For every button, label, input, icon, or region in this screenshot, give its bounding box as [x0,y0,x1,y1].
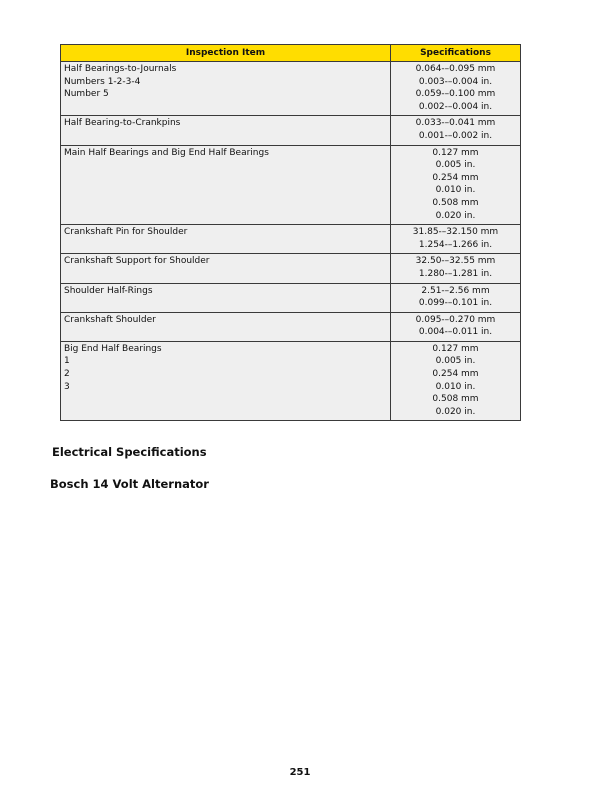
inspection-item-cell [61,254,391,283]
column-header-inspection-item: Inspection Item [61,45,391,62]
spec-value: 0.064-–0.095 mm [415,64,496,74]
table-row [61,145,521,225]
inspection-item-cell [61,283,391,312]
item-text: Big End Half Bearings [64,343,162,354]
table-row [61,312,521,341]
spec-value: 0.127 mm [432,343,479,354]
specification-cell [391,283,521,312]
inspection-item-cell [61,145,391,225]
item-text: Shoulder Half-Rings [64,285,153,296]
table-header-row [61,45,521,62]
inspection-item-cell [61,341,391,421]
item-text: Number 5 [64,89,109,100]
spec-value: 1.280-–1.281 in. [418,268,493,279]
specification-cell [391,116,521,145]
spec-value: 0.254 mm [432,172,479,183]
specification-cell [391,62,521,116]
inspection-item-cell [61,225,391,254]
item-text: Crankshaft Pin for Shoulder [64,227,188,238]
spec-value: 0.127 mm [432,147,479,158]
spec-value: 0.508 mm [432,197,479,208]
table-row [61,283,521,312]
spec-value: 0.010 in. [435,185,476,196]
spec-value: 0.095-–0.270 mm [415,314,496,325]
table-row [61,116,521,145]
spec-value: 0.003-–0.004 in. [418,76,493,87]
spec-value: 0.001-–0.002 in. [418,130,493,141]
inspection-item-cell [61,62,391,116]
item-text: Half Bearings-to-Journals [64,64,177,74]
specification-cell [391,312,521,341]
item-text: Crankshaft Shoulder [64,314,156,325]
spec-value: 0.033-–0.041 mm [415,118,496,129]
spec-value: 0.059-–0.100 mm [415,89,496,100]
inspection-item-cell [61,312,391,341]
item-text: 1 [64,356,70,367]
item-text: 3 [64,381,70,392]
table-row [61,62,521,116]
item-text: 2 [64,369,70,380]
table-row [61,225,521,254]
column-header-specifications: Specifications [391,45,521,62]
table-row [61,254,521,283]
specification-cell [391,341,521,421]
table-row [61,341,521,421]
item-text: Crankshaft Support for Shoulder [64,256,210,267]
spec-value: 32.50-–32.55 mm [415,256,496,267]
spec-value: 0.002-–0.004 in. [418,101,493,112]
spec-value: 0.020 in. [435,406,476,417]
spec-value: 0.020 in. [435,210,476,221]
item-text: Numbers 1-2-3-4 [64,76,141,87]
spec-value: 2.51-–2.56 mm [421,285,490,296]
electrical-specifications-heading: Electrical Specifications [52,445,207,459]
spec-value: 31.85-–32.150 mm [412,227,499,238]
alternator-heading: Bosch 14 Volt Alternator [50,477,209,491]
item-text: Main Half Bearings and Big End Half Bearings [64,147,269,158]
item-text: Half Bearing-to-Crankpins [64,118,181,129]
spec-value: 0.254 mm [432,369,479,380]
page-number: 251 [289,767,311,778]
specification-cell [391,225,521,254]
specification-cell [391,145,521,225]
inspection-item-cell [61,116,391,145]
specification-cell [391,254,521,283]
spec-value: 0.004-–0.011 in. [418,327,493,338]
spec-value: 0.508 mm [432,394,479,405]
inspection-spec-table [60,44,521,421]
spec-value: 1.254-–1.266 in. [418,239,493,250]
spec-value: 0.005 in. [435,160,476,171]
spec-value: 0.005 in. [435,356,476,367]
spec-value: 0.010 in. [435,381,476,392]
spec-value: 0.099-–0.101 in. [418,298,493,309]
